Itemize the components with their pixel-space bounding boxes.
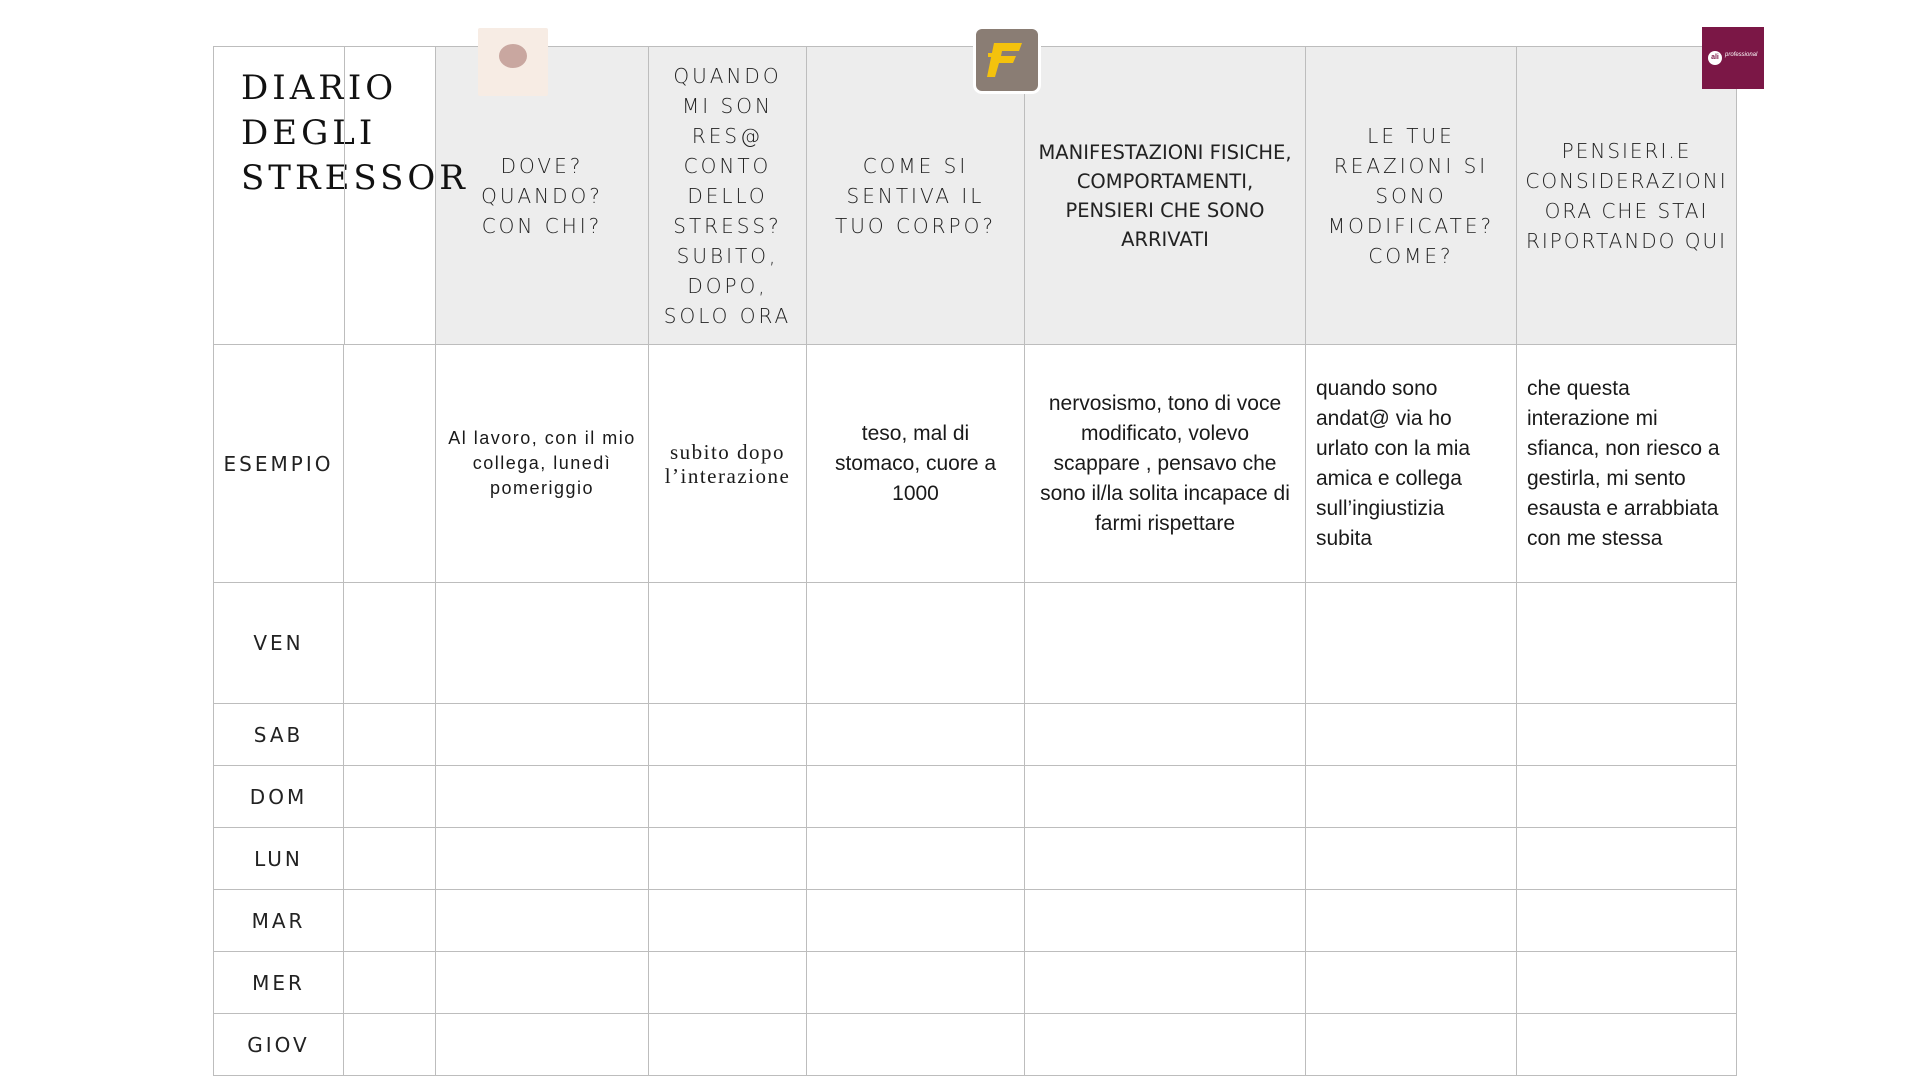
day-label: LUN (254, 846, 303, 871)
title-divider (344, 47, 345, 344)
day-label: SAB (253, 722, 304, 747)
day-entry-cell[interactable] (807, 583, 1025, 704)
day-entry-cell[interactable] (1025, 704, 1306, 766)
header-when-realized (649, 47, 807, 345)
header-where-label: DOVE? QUANDO? CON CHI? (481, 153, 603, 238)
stressor-diary-table (213, 46, 1737, 1076)
day-entry-cell[interactable] (1517, 766, 1737, 828)
day-entry-cell[interactable] (649, 766, 807, 828)
floral-logo-caption (486, 72, 540, 84)
day-row (214, 890, 1737, 952)
day-entry-cell[interactable] (1306, 766, 1517, 828)
header-thoughts-label: PENSIERI.E CONSIDERAZIONI ORA CHE STAI RIPORTANDO QUI (1525, 138, 1728, 253)
day-entry-cell[interactable] (436, 766, 649, 828)
f-letter-icon (976, 29, 1038, 91)
day-label-cell (214, 704, 344, 766)
header-body-feeling-label: COME SI SENTIVA IL TUO CORPO? (835, 153, 996, 238)
example-thoughts-text: che questa interazione mi sfianca, non riesco a gestirla, mi sento esausta e arrabbiata con me stessa (1527, 376, 1720, 550)
day-row (214, 1014, 1737, 1076)
floral-emblem-icon (499, 44, 527, 68)
day-spacer-cell (344, 890, 436, 952)
header-body-feeling (807, 47, 1025, 345)
day-entry-cell[interactable] (649, 704, 807, 766)
day-entry-cell[interactable] (1025, 828, 1306, 890)
day-label-cell (214, 583, 344, 704)
header-manifestations (1025, 47, 1306, 345)
day-row (214, 766, 1737, 828)
day-entry-cell[interactable] (649, 583, 807, 704)
day-entry-cell[interactable] (807, 704, 1025, 766)
ali-professional-logo (1702, 27, 1764, 89)
day-entry-cell[interactable] (649, 1014, 807, 1076)
example-label: ESEMPIO (223, 451, 334, 476)
example-thoughts-cell (1517, 345, 1737, 583)
day-entry-cell[interactable] (1306, 583, 1517, 704)
example-when-text: subito dopo l’interazione (664, 439, 791, 488)
header-reactions-label: LE TUE REAZIONI SI SONO MODIFICATE? COME? (1327, 123, 1495, 268)
day-row (214, 704, 1737, 766)
day-spacer-cell (344, 952, 436, 1014)
example-reactions-text: quando sono andat@ via ho urlato con la mia amica e collega sull’ingiustizia subita (1316, 376, 1471, 550)
ali-mark-icon: ali (1708, 51, 1722, 65)
day-label: GIOV (247, 1032, 310, 1057)
example-manifestations-cell (1025, 345, 1306, 583)
day-spacer-cell (344, 583, 436, 704)
example-where-text: Al lavoro, con il mio collega, lunedì pomeriggio (448, 428, 636, 498)
day-label-cell (214, 828, 344, 890)
day-label: MAR (251, 908, 306, 933)
day-entry-cell[interactable] (436, 583, 649, 704)
day-label-cell (214, 890, 344, 952)
brand-logo-f (976, 29, 1038, 91)
day-spacer-cell (344, 828, 436, 890)
day-entry-cell[interactable] (436, 890, 649, 952)
example-body-cell (807, 345, 1025, 583)
day-entry-cell[interactable] (649, 828, 807, 890)
header-reactions (1306, 47, 1517, 345)
day-label-cell (214, 1014, 344, 1076)
day-label: MER (252, 970, 305, 995)
day-spacer-cell (344, 766, 436, 828)
day-entry-cell[interactable] (807, 890, 1025, 952)
day-entry-cell[interactable] (1306, 952, 1517, 1014)
example-label-cell (214, 345, 344, 583)
ali-wordmark: professional (1725, 52, 1758, 58)
day-entry-cell[interactable] (436, 952, 649, 1014)
day-entry-cell[interactable] (1025, 890, 1306, 952)
day-entry-cell[interactable] (1517, 890, 1737, 952)
day-entry-cell[interactable] (649, 952, 807, 1014)
day-entry-cell[interactable] (1025, 952, 1306, 1014)
header-manifestations-label: MANIFESTAZIONI FISICHE, COMPORTAMENTI, PENSIERI CHE SONO ARRIVATI (1038, 140, 1292, 251)
example-reactions-cell (1306, 345, 1517, 583)
day-entry-cell[interactable] (1025, 1014, 1306, 1076)
title-cell (214, 47, 469, 345)
example-row (214, 345, 1737, 583)
header-when-realized-label: QUANDO MI SON RES@ CONTO DELLO STRESS? SUBITO, DOPO, SOLO ORA (663, 63, 792, 328)
day-spacer-cell (344, 704, 436, 766)
day-entry-cell[interactable] (1306, 1014, 1517, 1076)
day-entry-cell[interactable] (1517, 583, 1737, 704)
day-entry-cell[interactable] (1306, 828, 1517, 890)
day-entry-cell[interactable] (436, 1014, 649, 1076)
day-entry-cell[interactable] (1517, 704, 1737, 766)
day-label-cell (214, 952, 344, 1014)
example-body-text: teso, mal di stomaco, cuore a 1000 (834, 421, 997, 505)
diary-title: DIARIO DEGLI STRESSOR (241, 68, 469, 198)
header-row (214, 47, 1737, 345)
day-entry-cell[interactable] (807, 952, 1025, 1014)
day-entry-cell[interactable] (1306, 890, 1517, 952)
day-entry-cell[interactable] (1306, 704, 1517, 766)
day-entry-cell[interactable] (436, 828, 649, 890)
day-label: DOM (249, 784, 308, 809)
example-manifestations-text: nervosismo, tono di voce modificato, volevo scappare , pensavo che sono il/la solita incapace di farmi rispettare (1040, 391, 1290, 535)
example-where-cell (436, 345, 649, 583)
day-row (214, 583, 1737, 704)
day-entry-cell[interactable] (1517, 952, 1737, 1014)
day-entry-cell[interactable] (436, 704, 649, 766)
day-entry-cell[interactable] (807, 828, 1025, 890)
day-entry-cell[interactable] (807, 766, 1025, 828)
brand-logo-floral (478, 28, 548, 96)
day-entry-cell[interactable] (1025, 583, 1306, 704)
day-entry-cell[interactable] (807, 1014, 1025, 1076)
day-spacer-cell (344, 1014, 436, 1076)
day-label-cell (214, 766, 344, 828)
day-label: VEN (253, 631, 304, 655)
day-entry-cell[interactable] (1025, 766, 1306, 828)
day-row (214, 828, 1737, 890)
example-spacer-cell (344, 345, 436, 583)
header-thoughts (1517, 47, 1737, 345)
day-entry-cell[interactable] (1517, 828, 1737, 890)
day-entry-cell[interactable] (1517, 1014, 1737, 1076)
day-row (214, 952, 1737, 1014)
day-entry-cell[interactable] (649, 890, 807, 952)
example-when-cell (649, 345, 807, 583)
